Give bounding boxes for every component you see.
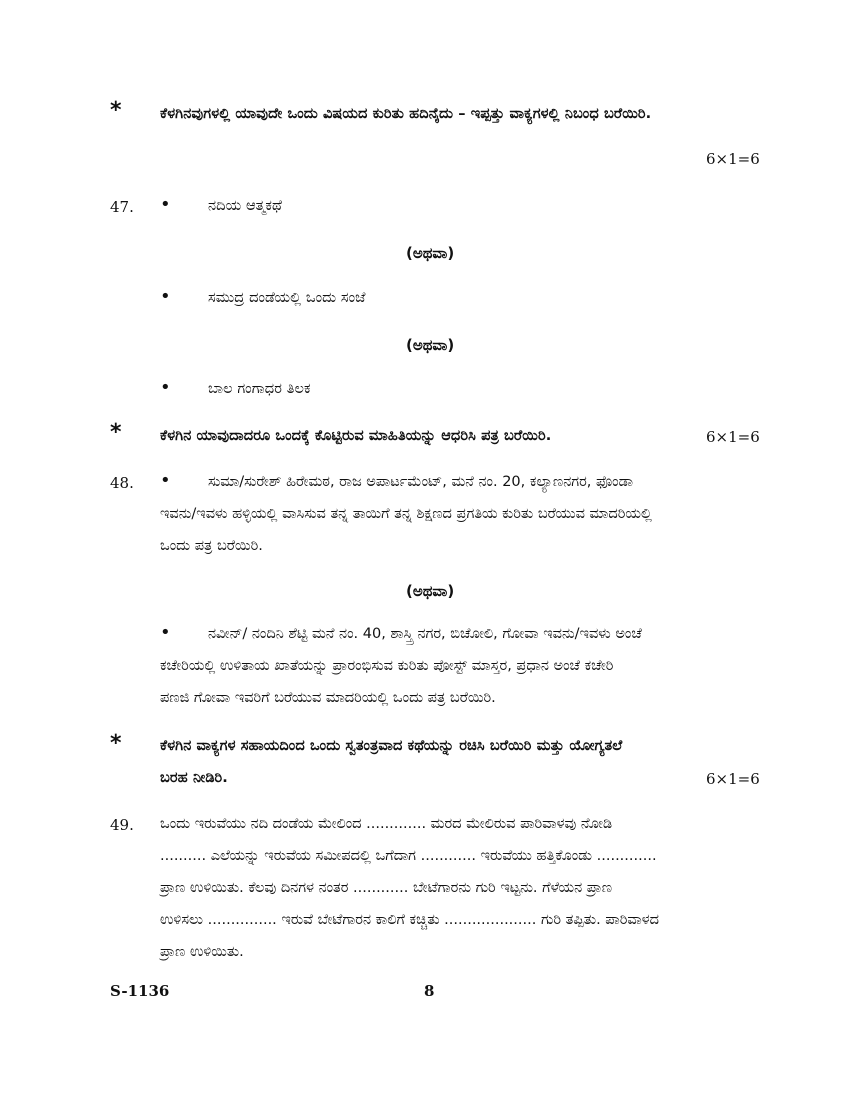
story-instruction-line2: ಬರಹ ನೀಡಿರಿ. xyxy=(160,770,228,786)
letter-option-1-line: ಸುಮಾ/ಸುರೇಶ್ ಹಿರೇಮಠ, ರಾಜ ಅಪಾರ್ಟಮೆಂಟ್, ಮನೆ ನಂ. 20, ಕಲ್ಯಾಣನಗರ, ಫೊಂಡಾ xyxy=(208,474,633,490)
question-number-47: 47. xyxy=(110,198,134,216)
letter-option-2-line: ನವೀನ್/ ನಂದಿನಿ ಶೆಟ್ಟಿ ಮನೆ ನಂ. 40, ಶಾಸ್ತ್ರಿ ನಗರ, ಬಿಚೋಲಿ, ಗೋವಾ ಇವನು/ಇವಳು ಅಂಚೆ xyxy=(208,626,642,642)
essay-marks: 6×1=6 xyxy=(706,150,760,168)
story-marks: 6×1=6 xyxy=(706,770,760,788)
bullet-icon: • xyxy=(160,377,171,398)
essay-instruction: ಕೆಳಗಿನವುಗಳಲ್ಲಿ ಯಾವುದೇ ಒಂದು ವಿಷಯದ ಕುರಿತು ಹದಿನೈದು – ಇಪ್ಪತ್ತು ವಾಕ್ಯಗಳಲ್ಲಿ ನಿಬಂಧ ಬರೆಯಿರಿ. xyxy=(160,106,652,122)
essay-option-1: ನದಿಯ ಆತ್ಮಕಥೆ xyxy=(208,198,283,214)
letter-instruction: ಕೆಳಗಿನ ಯಾವುದಾದರೂ ಒಂದಕ್ಕೆ ಕೊಟ್ಟಿರುವ ಮಾಹಿತಿಯನ್ನು ಆಧರಿಸಿ ಪತ್ರ ಬರೆಯಿರಿ. xyxy=(160,428,552,444)
instruction-star: * xyxy=(110,731,122,756)
or-separator: (ಅಥವಾ) xyxy=(406,582,455,600)
letter-option-1-line: ಒಂದು ಪತ್ರ ಬರೆಯಿರಿ. xyxy=(160,538,263,554)
bullet-icon: • xyxy=(160,470,171,491)
letter-option-2-line: ಪಣಜಿ ಗೋವಾ ಇವರಿಗೆ ಬರೆಯುವ ಮಾದರಿಯಲ್ಲಿ ಒಂದು ಪತ್ರ ಬರೆಯಿರಿ. xyxy=(160,690,496,706)
story-instruction-line1: ಕೆಳಗಿನ ವಾಕ್ಯಗಳ ಸಹಾಯದಿಂದ ಒಂದು ಸ್ವತಂತ್ರವಾದ ಕಥೆಯನ್ನು ರಚಿಸಿ ಬರೆಯಿರಿ ಮತ್ತು ಯೋಗ್ಯತಲೆ xyxy=(160,738,623,754)
page-number: 8 xyxy=(424,982,435,1000)
story-line: ಉಳಿಸಲು ............... ಇರುವೆ ಬೇಟೆಗಾರನ ಕಾಲಿಗೆ ಕಚ್ಚಿತು .................... ಗುರಿ ತಪ್ಪಿತು. ಪಾರಿವಾಳದ xyxy=(160,912,660,928)
instruction-star: * xyxy=(110,420,122,445)
letter-marks: 6×1=6 xyxy=(706,428,760,446)
or-separator: (ಅಥವಾ) xyxy=(406,336,455,354)
question-number-49: 49. xyxy=(110,816,134,834)
bullet-icon: • xyxy=(160,194,171,215)
bullet-icon: • xyxy=(160,622,171,643)
or-separator: (ಅಥವಾ) xyxy=(406,244,455,262)
essay-option-2: ಸಮುದ್ರ ದಂಡೆಯಲ್ಲಿ ಒಂದು ಸಂಜೆ xyxy=(208,290,366,306)
letter-option-2-line: ಕಚೇರಿಯಲ್ಲಿ ಉಳಿತಾಯ ಖಾತೆಯನ್ನು ಪ್ರಾರಂಭಿಸುವ ಕುರಿತು ಪೋಸ್ಟ್ ಮಾಸ್ತರ, ಪ್ರಧಾನ ಅಂಚೆ ಕಚೇರಿ xyxy=(160,658,614,674)
bullet-icon: • xyxy=(160,286,171,307)
story-line: ಪ್ರಾಣ ಉಳಿಯಿತು. ಕೆಲವು ದಿನಗಳ ನಂತರ ............ ಬೇಟೆಗಾರನು ಗುರಿ ಇಟ್ಟನು. ಗೆಳೆಯನ ಪ್ರಾಣ xyxy=(160,880,613,896)
paper-code: S-1136 xyxy=(110,982,170,1000)
story-line: ಒಂದು ಇರುವೆಯು ನದಿ ದಂಡೆಯ ಮೇಲಿಂದ ............. ಮರದ ಮೇಲಿರುವ ಪಾರಿವಾಳವು ನೋಡಿ xyxy=(160,816,613,832)
essay-option-3: ಬಾಲ ಗಂಗಾಧರ ತಿಲಕ xyxy=(208,381,311,397)
letter-option-1-line: ಇವನು/ಇವಳು ಹಳ್ಳಿಯಲ್ಲಿ ವಾಸಿಸುವ ತನ್ನ ತಾಯಿಗೆ ತನ್ನ ಶಿಕ್ಷಣದ ಪ್ರಗತಿಯ ಕುರಿತು ಬರೆಯುವ ಮಾದರಿಯಲ್ಲಿ xyxy=(160,506,652,522)
story-line: .......... ಎಲೆಯನ್ನು ಇರುವೆಯ ಸಮೀಪದಲ್ಲಿ ಒಗೆದಾಗ ............ ಇರುವೆಯು ಹತ್ತಿಕೊಂಡು ............. xyxy=(160,848,657,864)
instruction-star: * xyxy=(110,98,122,123)
question-number-48: 48. xyxy=(110,474,134,492)
story-line: ಪ್ರಾಣ ಉಳಿಯಿತು. xyxy=(160,944,244,960)
